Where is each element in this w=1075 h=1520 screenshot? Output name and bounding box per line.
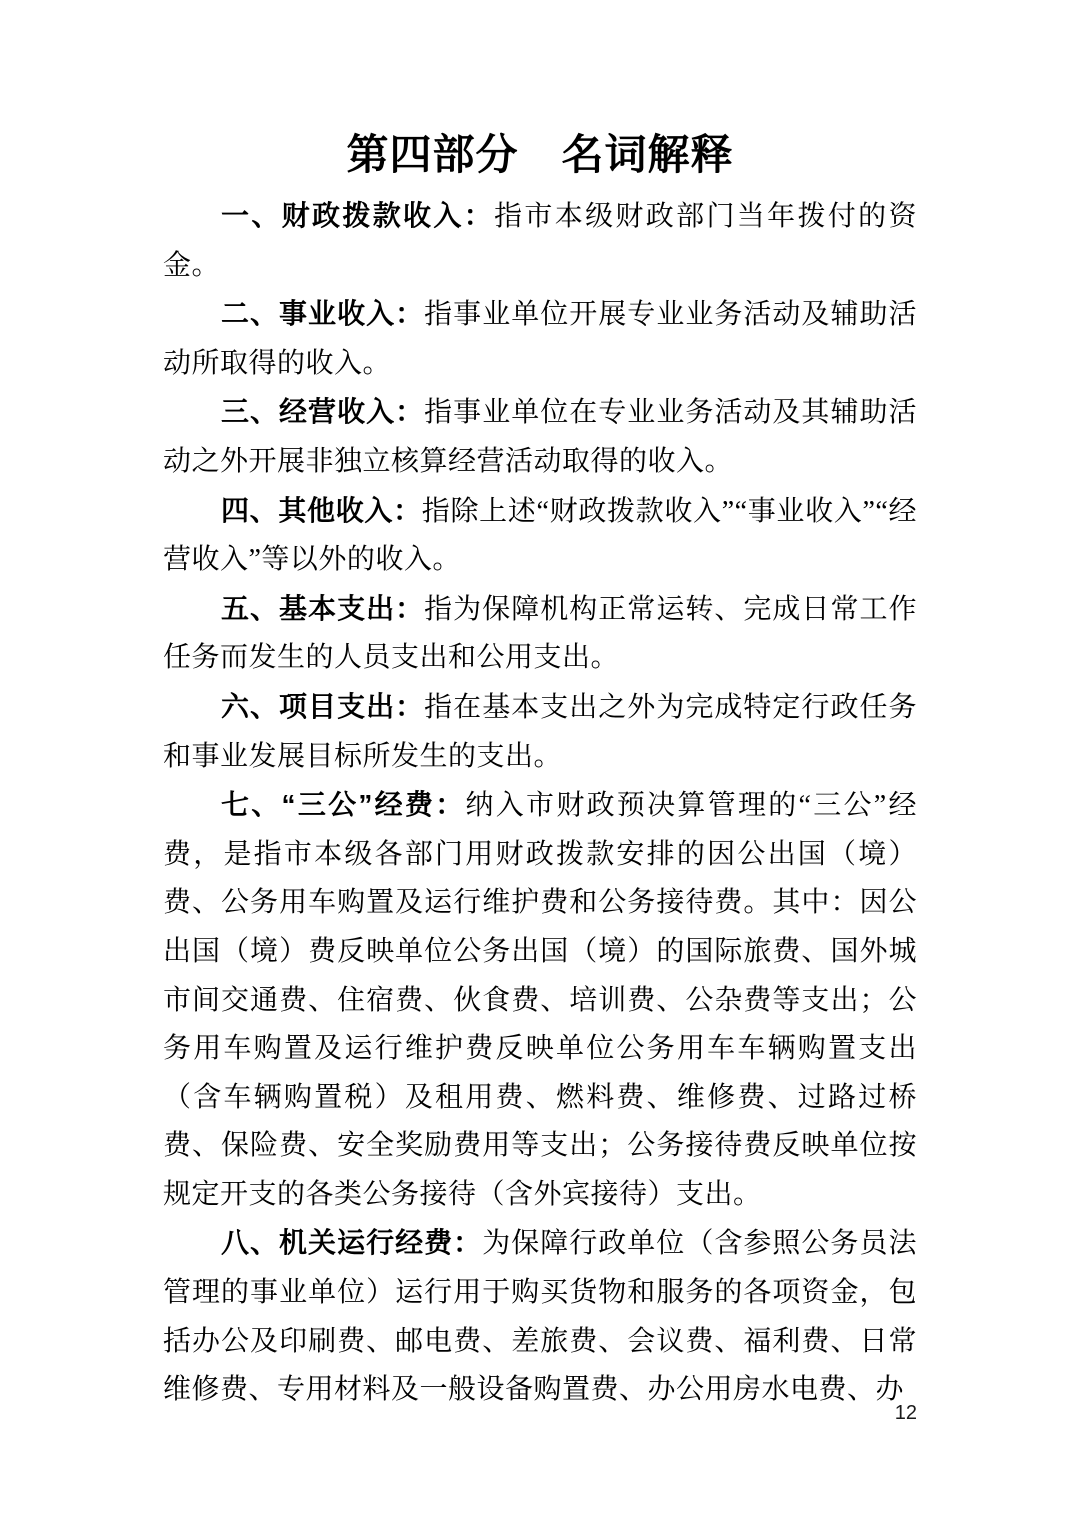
glossary-term: 四、其他收入： <box>221 494 422 526</box>
glossary-paragraph <box>163 1219 917 1414</box>
glossary-definition: 为保障行政单位（含参照公务员法管理的事业单位）运行用于购买货物和服务的各项资金，包括办公及印刷费、邮电费、差旅费、会议费、福利费、日常维修费、专用材料及一般设备购置费、办公用房水电费、办 <box>163 1228 917 1406</box>
glossary-definition: 指事业单位开展专业业务活动及辅助活动所取得的收入。 <box>163 299 917 379</box>
glossary-paragraph <box>163 192 917 290</box>
page-number: 12 <box>894 1402 917 1424</box>
glossary-term: 七、“三公”经费： <box>221 789 466 821</box>
glossary-term: 三、经营收入： <box>221 396 425 428</box>
glossary-paragraph <box>163 388 917 486</box>
section-title: 第四部分 名词解释 <box>346 131 734 178</box>
glossary-definition: 纳入市财政预决算管理的“三公”经费，是指市本级各部门用财政拨款安排的因公出国（境）费、公务用车购置及运行维护费和公务接待费。其中：因公出国（境）费反映单位公务出国（境）的国际旅费、国外城市间交通费、住宿费、伙食费、培训费、公杂费等支出；公务用车购置及运行维护费反映单位公务用车车辆购置支出（含车辆购置税）及租用费、燃料费、维修费、过路过桥费、保险费、安全奖励费用等支出；公务接待费反映单位按规定开支的各类公务接待（含外宾接待）支出。 <box>163 790 917 1210</box>
glossary-term: 一、财政拨款收入： <box>221 200 495 231</box>
glossary-definition: 指除上述“财政拨款收入”“事业收入”“经营收入”等以外的收入。 <box>163 495 917 576</box>
glossary-term: 五、基本支出： <box>221 592 425 624</box>
glossary-paragraph <box>163 585 917 683</box>
glossary-term: 二、事业收入： <box>221 298 425 330</box>
glossary-definition: 指市本级财政部门当年拨付的资金。 <box>163 201 917 281</box>
glossary-paragraph <box>163 290 917 388</box>
glossary-paragraph <box>163 781 917 1219</box>
glossary-definition: 指事业单位在专业业务活动及其辅助活动之外开展非独立核算经营活动取得的收入。 <box>163 397 917 477</box>
glossary-definition: 指在基本支出之外为完成特定行政任务和事业发展目标所发生的支出。 <box>163 691 917 772</box>
glossary-term: 八、机关运行经费： <box>221 1227 483 1259</box>
glossary-definition: 指为保障机构正常运转、完成日常工作任务而发生的人员支出和公用支出。 <box>163 593 917 674</box>
glossary-paragraph <box>163 683 917 781</box>
glossary-paragraph <box>163 487 917 585</box>
glossary-term: 六、项目支出： <box>221 690 425 722</box>
document-content <box>163 128 917 1415</box>
